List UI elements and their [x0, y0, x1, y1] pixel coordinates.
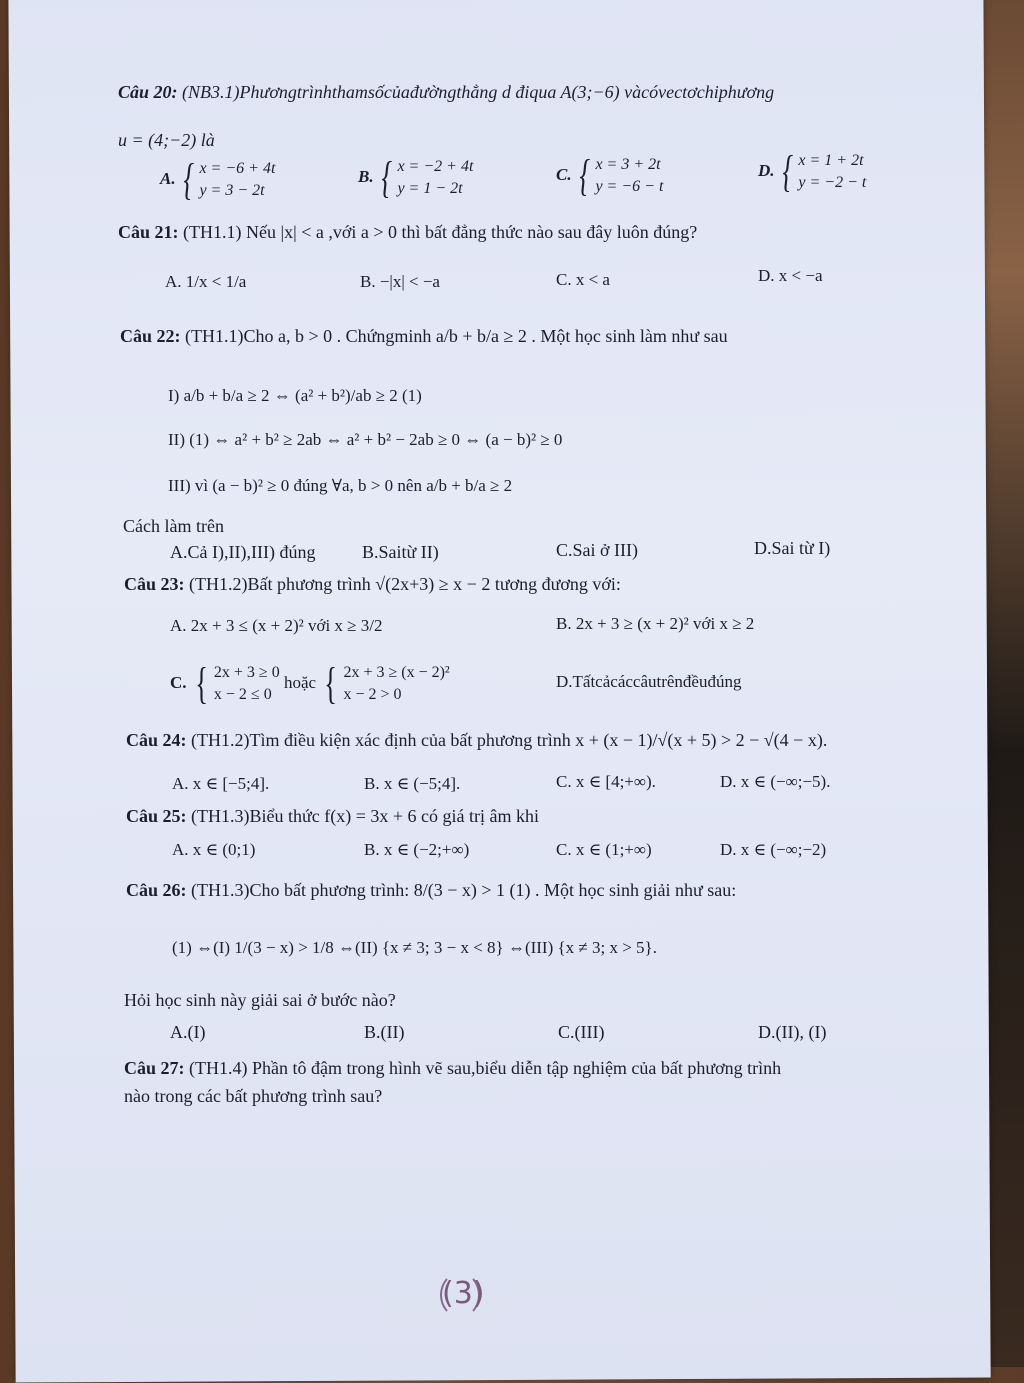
- option-20-a: A. { x = −6 + 4t y = 3 − 2t: [160, 155, 276, 204]
- page-number: (3): [440, 1272, 480, 1318]
- or-word: hoặc: [283, 672, 317, 692]
- option-24-c: C. x ∈ [4;+∞).: [556, 772, 656, 791]
- question-25: [126, 806, 539, 827]
- option-20-b: B. { x = −2 + 4t y = 1 − 2t: [358, 153, 474, 202]
- question-27-label: Câu 27:: [124, 1058, 185, 1078]
- option-20-c: C. { x = 3 + 2t y = −6 − t: [556, 151, 664, 200]
- question-26: [126, 880, 736, 901]
- option-20-d: D. { x = 1 + 2t y = −2 − t: [758, 147, 867, 196]
- option-23-b: B. 2x + 3 ≥ (x + 2)² với x ≥ 2: [556, 614, 755, 633]
- option-26-a: A.(I): [170, 1022, 206, 1042]
- option-25-b: B. x ∈ (−2;+∞): [364, 840, 470, 859]
- solution-step-2: II) (1) ⇔ a² + b² ≥ 2ab ⇔ a² + b² − 2ab ≥ 0 ⇔ (a − b)² ≥ 0: [168, 430, 563, 449]
- question-26-prompt: Hỏi học sinh này giải sai ở bước nào?: [124, 990, 396, 1010]
- option-23-d: D.Tấtcảcáccâutrênđềuđúng: [556, 672, 742, 691]
- question-21: [118, 222, 697, 243]
- option-22-b: B.Saitừ II): [362, 542, 439, 562]
- option-22-c: C.Sai ở III): [556, 540, 639, 560]
- question-24-label: Câu 24:: [126, 730, 187, 750]
- system-line: y = 1 − 2t: [397, 180, 463, 197]
- option-22-a: A.Cả I),II),III) đúng: [170, 542, 316, 562]
- question-24-text: (TH1.2)Tìm điều kiện xác định của bất phương trình x + (x − 1)/√(x + 5) > 2 − √(4 − x).: [191, 730, 828, 750]
- option-26-d: D.(II), (I): [758, 1022, 827, 1042]
- system-line: 2x + 3 ≥ 0: [213, 664, 280, 681]
- system-line: x = −2 + 4t: [397, 158, 474, 175]
- question-26-text: (TH1.3)Cho bất phương trình: 8/(3 − x) > 1 (1) . Một học sinh giải như sau:: [191, 880, 737, 900]
- question-25-label: Câu 25:: [126, 806, 187, 826]
- system-line: x = −6 + 4t: [199, 160, 276, 177]
- system-line: y = −6 − t: [595, 178, 664, 195]
- option-24-b: B. x ∈ (−5;4].: [364, 774, 461, 793]
- option-26-c: C.(III): [558, 1022, 605, 1042]
- question-22: [120, 326, 728, 347]
- question-27-text-continued: nào trong các bất phương trình sau?: [124, 1086, 383, 1106]
- question-25-text: (TH1.3)Biểu thức f(x) = 3x + 6 có giá trị âm khi: [191, 806, 539, 826]
- system-line: 2x + 3 ≥ (x − 2)²: [343, 664, 450, 681]
- option-24-d: D. x ∈ (−∞;−5).: [720, 772, 831, 791]
- option-25-a: A. x ∈ (0;1): [172, 840, 256, 859]
- question-21-text: (TH1.1) Nếu |x| < a ,với a > 0 thì bất đẳng thức nào sau đây luôn đúng?: [183, 222, 698, 242]
- question-20-text-continued: u = (4;−2) là: [118, 130, 215, 150]
- question-22-prompt: Cách làm trên: [123, 516, 224, 536]
- system-line: x − 2 > 0: [343, 686, 402, 703]
- question-20: [118, 82, 774, 103]
- option-24-a: A. x ∈ [−5;4].: [172, 774, 270, 793]
- option-label: C.: [170, 672, 187, 692]
- question-21-label: Câu 21:: [118, 222, 179, 242]
- question-24: [126, 730, 827, 751]
- question-23: [124, 574, 621, 595]
- system-line: y = 3 − 2t: [199, 182, 265, 199]
- option-21-b: B. −|x| < −a: [360, 272, 440, 291]
- option-25-c: C. x ∈ (1;+∞): [556, 840, 652, 859]
- solution-step-3: III) vì (a − b)² ≥ 0 đúng ∀a, b > 0 nên a/b + b/a ≥ 2: [168, 476, 513, 495]
- option-23-a: A. 2x + 3 ≤ (x + 2)² với x ≥ 3/2: [170, 616, 383, 635]
- option-label: C.: [556, 164, 572, 184]
- option-21-a: A. 1/x < 1/a: [165, 272, 247, 291]
- question-23-text: (TH1.2)Bất phương trình √(2x+3) ≥ x − 2 tương đương với:: [189, 574, 621, 594]
- question-20-label: Câu 20:: [118, 82, 178, 102]
- option-label: D.: [758, 160, 775, 180]
- question-22-label: Câu 22:: [120, 326, 181, 346]
- question-26-label: Câu 26:: [126, 880, 187, 900]
- option-21-d: D. x < −a: [758, 266, 823, 285]
- option-21-c: C. x < a: [556, 270, 610, 289]
- option-23-c: C. { 2x + 3 ≥ 0 x − 2 ≤ 0 hoặc { 2x + 3 ≥ (x − 2)² x − 2 > 0: [170, 659, 450, 708]
- system-line: y = −2 − t: [798, 174, 867, 191]
- solution-steps: (1) ⇔(I) 1/(3 − x) > 1/8 ⇔(II) {x ≠ 3; 3 − x < 8} ⇔(III) {x ≠ 3; x > 5}.: [172, 938, 657, 957]
- system-line: x − 2 ≤ 0: [213, 686, 272, 703]
- system-line: x = 3 + 2t: [595, 156, 661, 173]
- option-label: B.: [358, 166, 374, 186]
- question-27: [124, 1058, 781, 1079]
- option-label: A.: [160, 168, 176, 188]
- solution-step-1: I) a/b + b/a ≥ 2 ⇔ (a² + b²)/ab ≥ 2 (1): [168, 386, 422, 405]
- option-25-d: D. x ∈ (−∞;−2): [720, 840, 827, 859]
- question-27-text: (TH1.4) Phần tô đậm trong hình vẽ sau,biểu diễn tập nghiệm của bất phương trình: [189, 1058, 782, 1078]
- system-line: x = 1 + 2t: [798, 152, 864, 169]
- option-22-d: D.Sai từ I): [754, 538, 831, 558]
- option-26-b: B.(II): [364, 1022, 405, 1042]
- question-20-text: (NB3.1)Phươngtrìnhthamsốcủađườngthẳng d điqua A(3;−6) vàcóvectơchiphương: [182, 82, 775, 102]
- question-23-label: Câu 23:: [124, 574, 185, 594]
- question-22-text: (TH1.1)Cho a, b > 0 . Chứngminh a/b + b/a ≥ 2 . Một học sinh làm như sau: [185, 326, 728, 346]
